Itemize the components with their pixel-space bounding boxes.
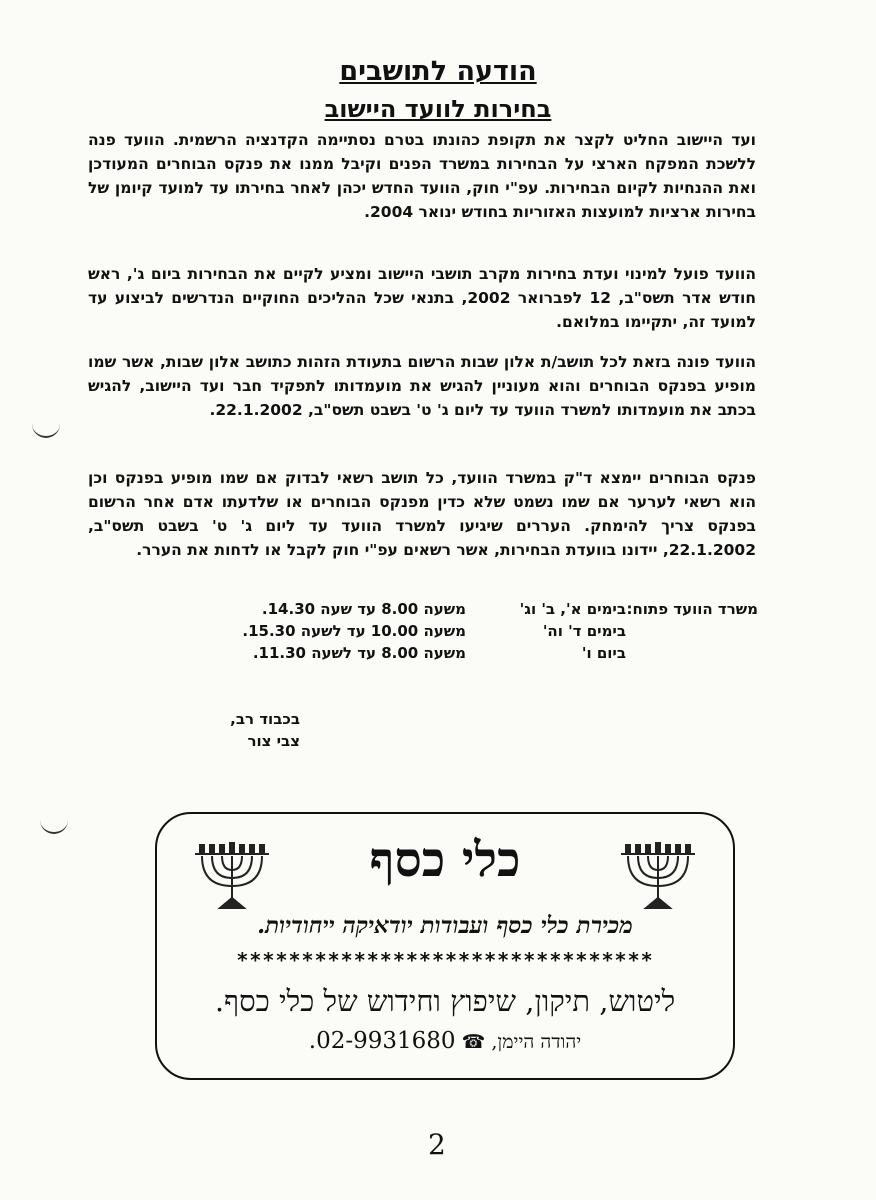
office-hours-days: ביום ו'	[581, 644, 626, 662]
signature-name: צבי צור	[247, 732, 300, 750]
paragraph-3: הוועד פונה בזאת לכל תושב/ת אלון שבות הרשום בתעודת הזהות כתושב אלון שבות, אשר שמו מופיע בפנקס הבוחרים והוא מעוניין להגיש את מועמדותו לתפקיד חבר ועד היישוב, להגיש בכתב את מועמדותו למשרד הוועד עד ליום ג' ט' בשבט תשס"ב, 22.1.2002.	[88, 353, 756, 419]
office-hours-days: בימים ד' וה'	[542, 622, 626, 640]
office-hours-row	[120, 622, 758, 644]
binder-hole-mark	[32, 416, 60, 438]
ad-stars-divider: ********************************	[236, 948, 654, 972]
office-hours	[120, 600, 758, 666]
paragraph-4: פנקס הבוחרים יימצא ד"ק במשרד הוועד, כל תושב רשאי לבדוק אם שמו מופיע בפנקס וכן הוא רשאי לערער אם שמו נשמט שלא כדין מפנקס הבוחרים או שלדעתו אדם אחר הרשום בפנקס צריך להימחק. העררים שיגיעו למשרד הוועד עד ליום ג' ט' בשבט תשס"ב, 22.1.2002, יידונו בוועדת הבחירות, אשר רשאים עפ"י חוק לקבל או לדחות את הערר.	[88, 469, 756, 559]
office-hours-time: משעה 8.00 עד לשעה 11.30.	[252, 644, 466, 662]
office-hours-label: משרד הוועד פתוח:	[626, 600, 758, 618]
office-hours-row	[120, 600, 758, 622]
notice-title: הודעה לתושבים	[339, 56, 537, 87]
paragraph-1: ועד היישוב החליט לקצר את תקופת כהונתו בטרם נסתיימה הקדנציה הרשמית. הוועד פנה ללשכת המפקח הארצי על הבחירות במשרד הפנים וקיבל ממנו את פנקס הבוחרים המעודכן ואת ההנחיות לקיום הבחירות. עפ"י חוק, הוועד החדש יכהן לאחר בחירתו עד למועד קיומן של בחירות ארציות למועצות האזוריות בחודש ינואר 2004.	[88, 131, 756, 221]
ad-sales-line: מכירת כלי כסף ועבודות יודאיקה ייחודיות.	[257, 912, 633, 939]
office-hours-days: בימים א', ב' וג'	[519, 600, 626, 618]
office-hours-time: משעה 10.00 עד לשעה 15.30.	[242, 622, 466, 640]
binder-hole-mark	[40, 812, 68, 834]
telephone-icon: ☎	[461, 1031, 486, 1053]
silverware-advertisement	[155, 812, 735, 1080]
notice-subtitle: בחירות לוועד היישוב	[324, 95, 552, 123]
office-hours-time: משעה 8.00 עד שעה 14.30.	[261, 600, 466, 618]
signature-closing: בכבוד רב,	[230, 710, 300, 728]
ad-contact-line	[157, 1028, 733, 1054]
page-number: 2	[428, 1128, 446, 1161]
ad-phone-number: 02-9931680.	[308, 1028, 456, 1054]
ad-contact-name: יהודה היימן,	[491, 1031, 582, 1053]
ad-services-line: ליטוש, תיקון, שיפוץ וחידוש של כלי כסף.	[214, 984, 676, 1018]
signature-block	[100, 708, 300, 752]
paragraph-2: הוועד פועל למינוי ועדת בחירות מקרב תושבי היישוב ומציע לקיים את הבחירות ביום ג', ראש חודש אדר תשס"ב, 12 לפברואר 2002, בתנאי שכל ההליכים החוקיים הנדרשים לביצוע עד למועד זה, יתקיימו במלואם.	[88, 265, 756, 331]
ad-title: כלי כסף	[369, 832, 521, 888]
office-hours-row	[120, 644, 758, 666]
